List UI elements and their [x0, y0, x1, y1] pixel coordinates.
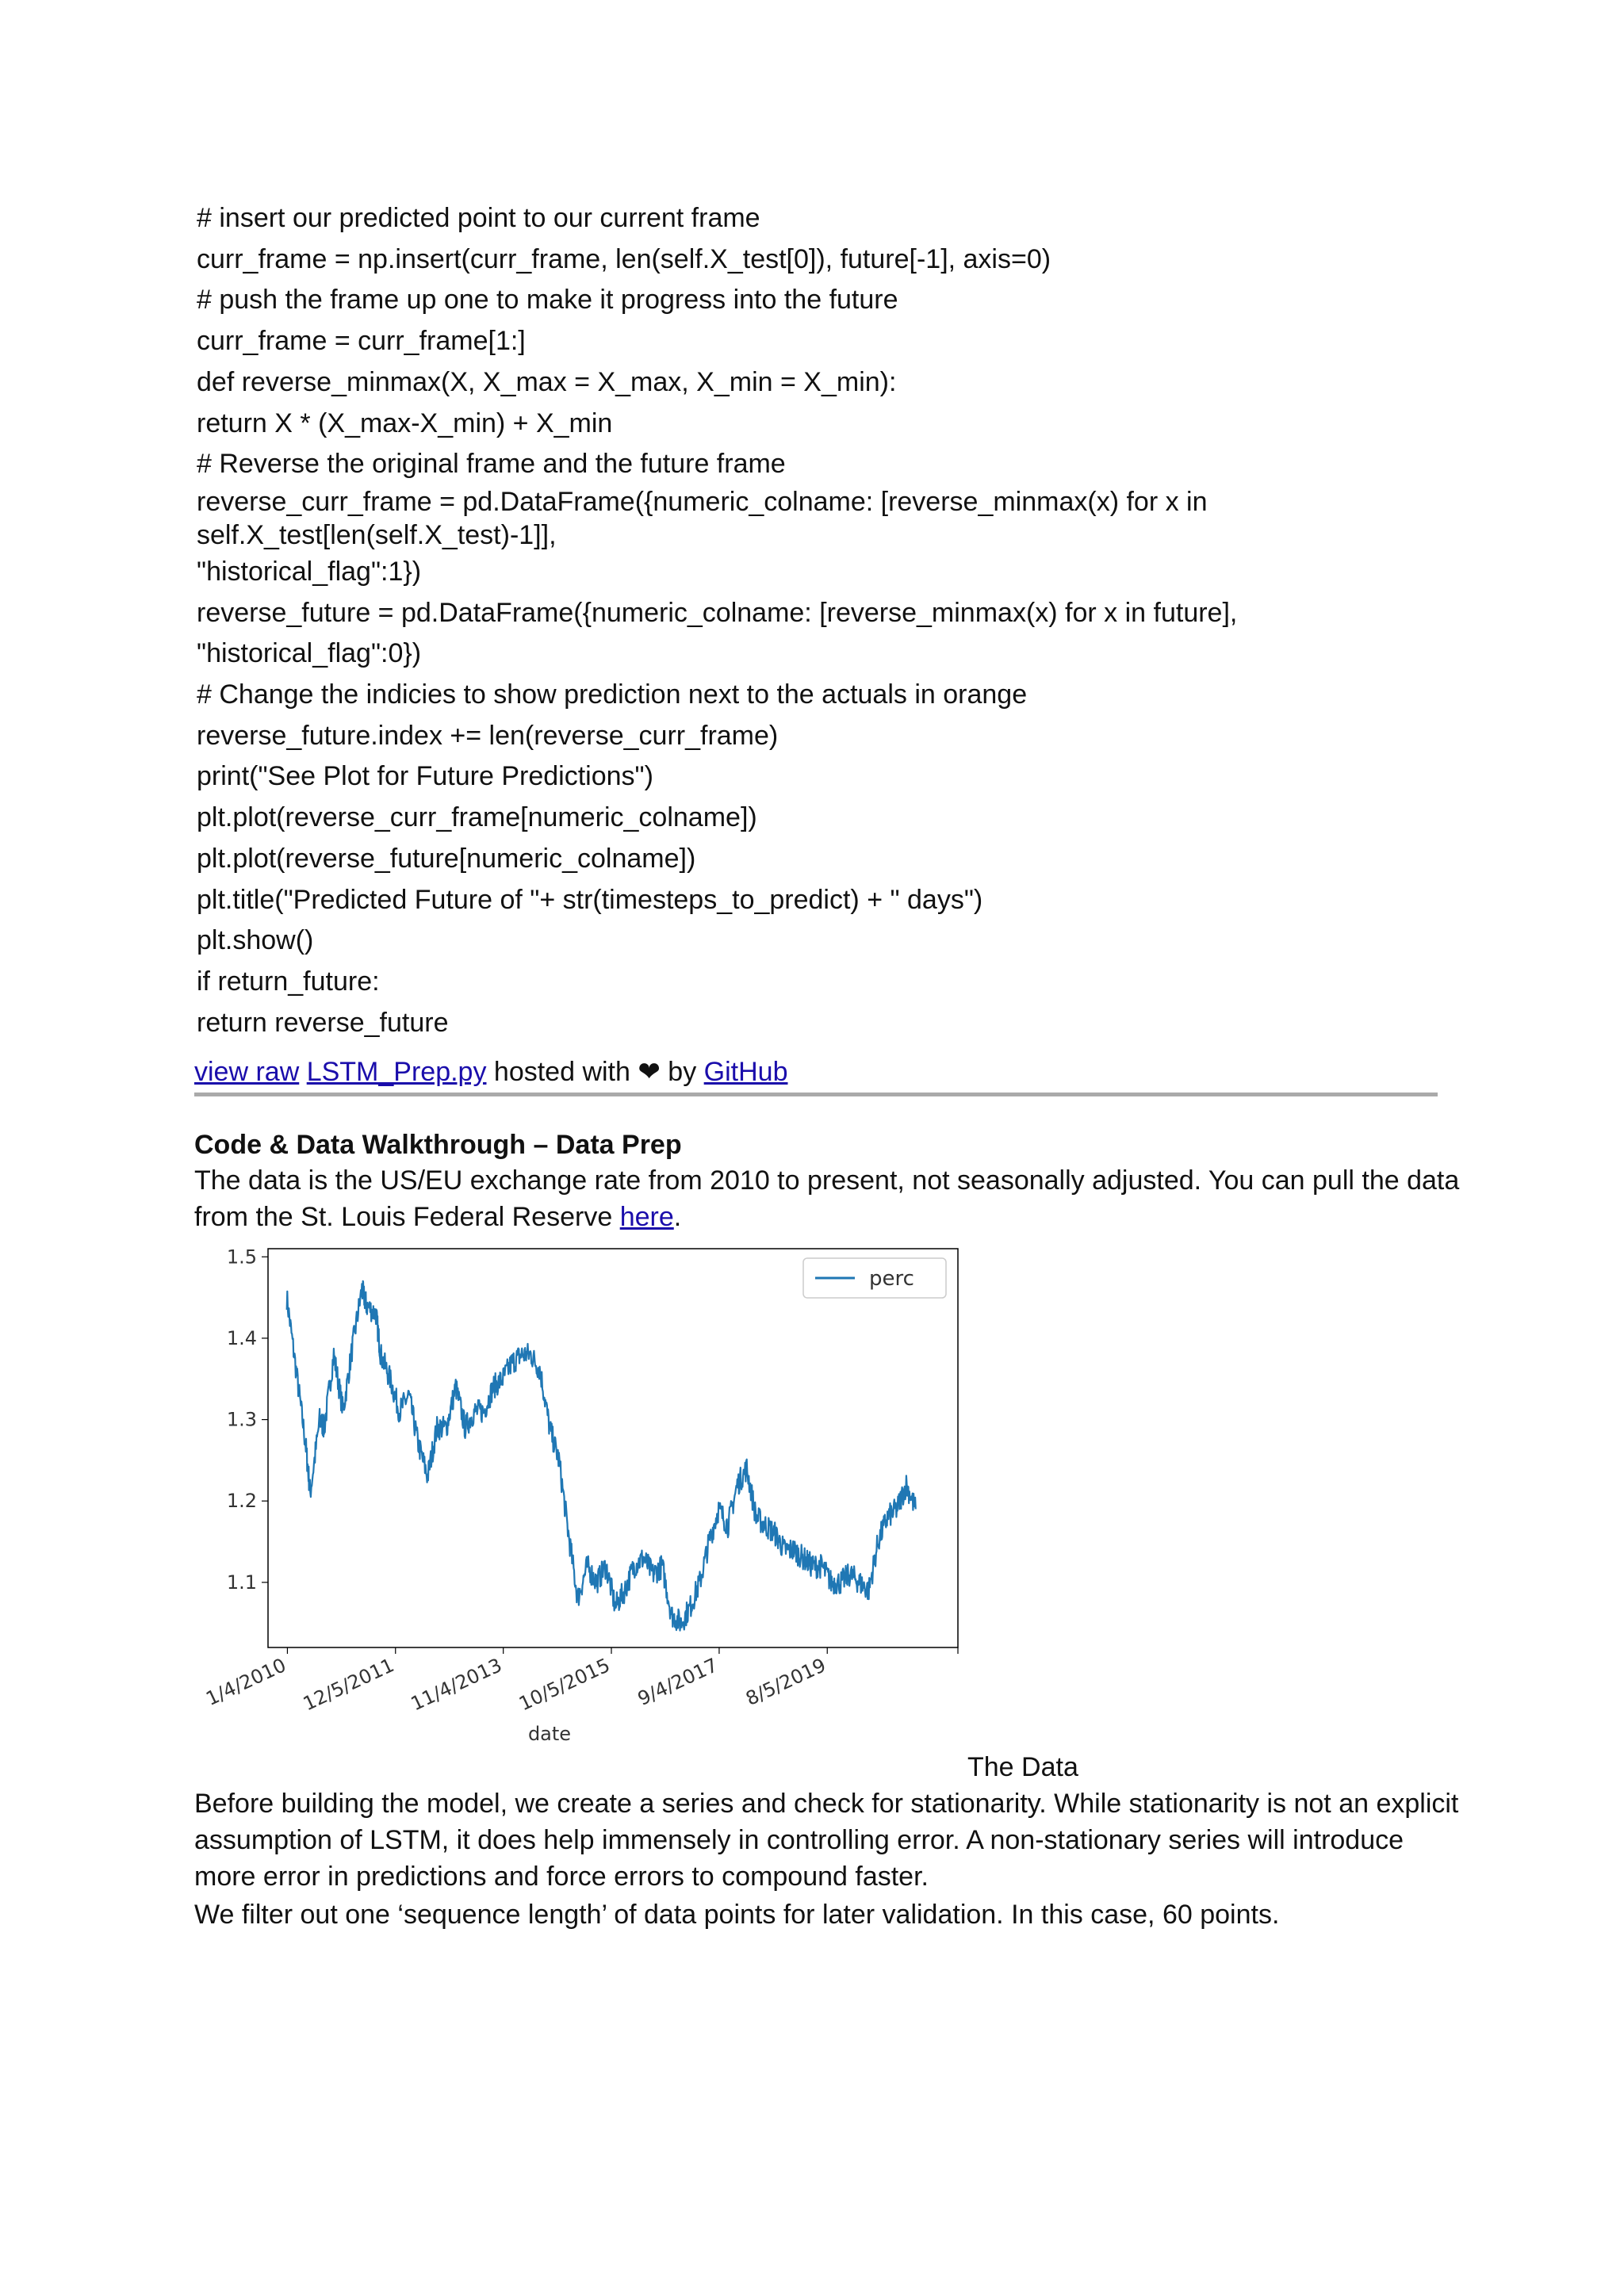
- code-line: # push the frame up one to make it progress into the future: [197, 285, 898, 316]
- view-raw-link[interactable]: view raw: [194, 1057, 300, 1087]
- x-tick-label: 8/5/2019: [742, 1654, 829, 1710]
- code-line: plt.plot(reverse_future[numeric_colname]): [197, 843, 696, 874]
- code-line: curr_frame = curr_frame[1:]: [197, 326, 526, 357]
- y-tick-label: 1.1: [226, 1571, 257, 1594]
- code-line: plt.show(): [197, 925, 314, 956]
- intro-paragraph: [194, 1162, 1463, 1235]
- code-line: curr_frame = np.insert(curr_frame, len(self.X_test[0]), future[-1], axis=0): [197, 243, 1051, 274]
- code-line: self.X_test[len(self.X_test)-1]],: [197, 519, 557, 550]
- validation-paragraph: We filter out one ‘sequence length’ of data points for later validation. In this case, 60 points.: [194, 1900, 1280, 1930]
- x-tick-label: 12/5/2011: [299, 1654, 398, 1716]
- code-line: return reverse_future: [197, 1007, 449, 1038]
- figure-caption: The Data: [967, 1752, 1078, 1782]
- code-line: def reverse_minmax(X, X_max = X_max, X_min = X_min):: [197, 366, 897, 397]
- gist-footer: [194, 1054, 787, 1089]
- code-line: reverse_curr_frame = pd.DataFrame({numeric_colname: [reverse_minmax(x) for x in: [197, 486, 1208, 517]
- code-line: reverse_future.index += len(reverse_curr_frame): [197, 720, 779, 751]
- x-tick-label: 1/4/2010: [202, 1654, 289, 1710]
- y-tick-label: 1.2: [226, 1490, 257, 1513]
- gist-divider: [194, 1093, 1438, 1096]
- y-tick-label: 1.5: [226, 1246, 257, 1269]
- code-line: plt.plot(reverse_curr_frame[numeric_colname]): [197, 802, 757, 833]
- gist-hosted-text: hosted with ❤ by: [486, 1057, 704, 1087]
- x-tick-label: 10/5/2015: [515, 1654, 614, 1716]
- fred-data-link[interactable]: here: [619, 1202, 674, 1232]
- code-line: print("See Plot for Future Predictions"): [197, 761, 653, 792]
- code-line: # insert our predicted point to our current frame: [197, 203, 760, 233]
- intro-text: The data is the US/EU exchange rate from 2010 to present, not seasonally adjusted. You can pull the data from the St. Louis Federal Reserve: [194, 1165, 1460, 1232]
- code-line: if return_future:: [197, 966, 380, 997]
- section-heading: Code & Data Walkthrough – Data Prep: [194, 1130, 682, 1160]
- stationarity-paragraph: Before building the model, we create a series and check for stationarity. While stationarity is not an explicit assumption of LSTM, it does help immensely in controlling error. A non-stationary series will introduce more error in predictions and force errors to compound faster.: [194, 1789, 1459, 1892]
- github-link[interactable]: GitHub: [703, 1057, 788, 1087]
- code-line: return X * (X_max-X_min) + X_min: [197, 408, 613, 438]
- x-axis-label: date: [527, 1723, 572, 1745]
- x-tick-label: 9/4/2017: [634, 1654, 722, 1710]
- gist-file-link[interactable]: LSTM_Prep.py: [306, 1057, 487, 1087]
- x-tick-label: 11/4/2013: [407, 1654, 506, 1716]
- y-tick-label: 1.4: [226, 1326, 257, 1349]
- code-line: "historical_flag":1}): [197, 556, 422, 587]
- y-tick-label: 1.3: [226, 1408, 257, 1431]
- code-block: [197, 198, 1450, 1043]
- code-line: # Reverse the original frame and the future frame: [197, 449, 786, 480]
- legend-label: perc: [869, 1267, 914, 1291]
- code-line: "historical_flag":0}): [197, 638, 422, 669]
- intro-end: .: [673, 1202, 682, 1232]
- code-line: # Change the indicies to show prediction next to the actuals in orange: [197, 679, 1028, 710]
- code-line: reverse_future = pd.DataFrame({numeric_colname: [reverse_minmax(x) for x in future],: [197, 597, 1238, 628]
- code-line: plt.title("Predicted Future of "+ str(timesteps_to_predict) + " days"): [197, 884, 983, 915]
- exchange-rate-chart: [197, 1241, 974, 1756]
